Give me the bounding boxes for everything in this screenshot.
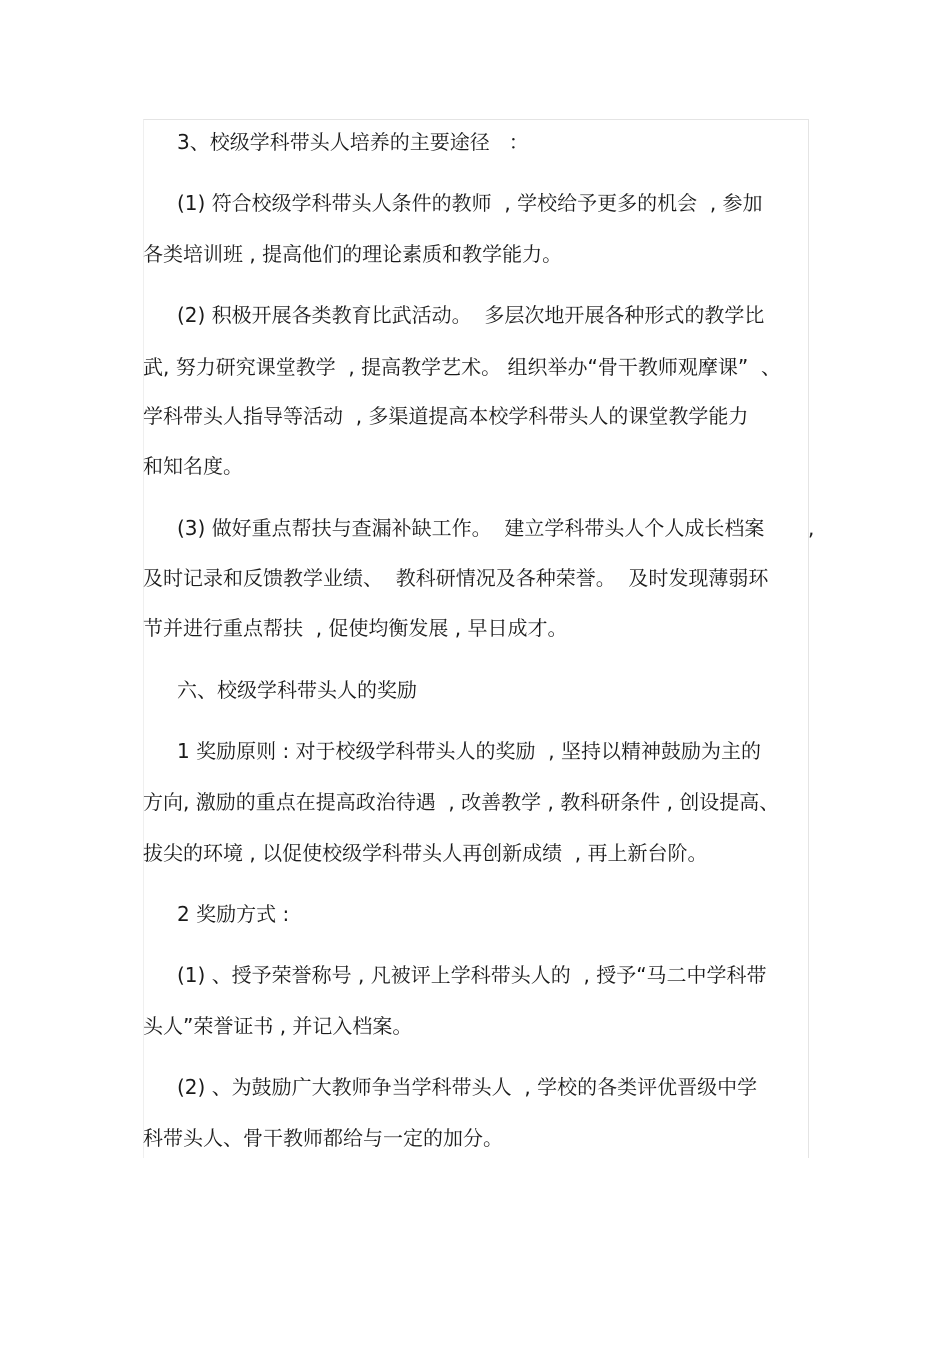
paragraph-2-line-1: (2) 积极开展各类教育比武活动。 多层次地开展各种形式的教学比 — [177, 303, 765, 327]
paragraph-1-line-1: (1) 符合校级学科带头人条件的教师 , 学校给予更多的机会 , 参加 — [177, 191, 763, 215]
paragraph-6-line-2: 科带头人、骨干教师都给与一定的加分。 — [143, 1126, 503, 1150]
paragraph-5-line-2: 头人”荣誉证书 , 并记入档案。 — [143, 1014, 413, 1038]
paragraph-6-line-1: (2) 、为鼓励广大教师争当学科带头人 , 学校的各类评优晋级中学 — [177, 1075, 758, 1099]
paragraph-5-line-1: (1) 、授予荣誉称号 , 凡被评上学科带头人的 , 授予“马二中学科带 — [177, 963, 767, 987]
paragraph-3-line-1: (3) 做好重点帮扶与查漏补缺工作。 建立学科带头人个人成长档案 — [177, 516, 765, 540]
section-heading-rewards: 六、校级学科带头人的奖励 — [177, 678, 417, 702]
paragraph-1-line-2: 各类培训班 , 提高他们的理论素质和教学能力。 — [143, 242, 563, 266]
paragraph-4-line-3: 拔尖的环境 , 以促使校级学科带头人再创新成绩 , 再上新台阶。 — [143, 841, 708, 865]
paragraph-2-line-2: 武, 努力研究课堂教学 , 提高教学艺术。 组织举办“骨干教师观摩课” 、 — [143, 355, 781, 379]
paragraph-4-line-2: 方向, 激励的重点在提高政治待遇 , 改善教学 , 教科研条件 , 创设提高、 — [143, 790, 780, 814]
paragraph-4-line-1: 1 奖励原则 : 对于校级学科带头人的奖励 , 坚持以精神鼓励为主的 — [177, 739, 761, 763]
paragraph-3-line-2: 及时记录和反馈教学业绩、 教科研情况及各种荣誉。 及时发现薄弱环 — [143, 566, 769, 590]
paragraph-3-line-3: 节并进行重点帮扶 , 促使均衡发展 , 早日成才。 — [143, 616, 568, 640]
heading-reward-methods: 2 奖励方式 : — [177, 902, 290, 926]
heading-training-paths: 3、校级学科带头人培养的主要途径 ： — [177, 130, 529, 154]
paragraph-2-line-4: 和知名度。 — [143, 454, 243, 478]
paragraph-2-line-3: 学科带头人指导等活动 , 多渠道提高本校学科带头人的课堂教学能力 — [143, 404, 749, 428]
stray-comma: , — [808, 516, 815, 540]
